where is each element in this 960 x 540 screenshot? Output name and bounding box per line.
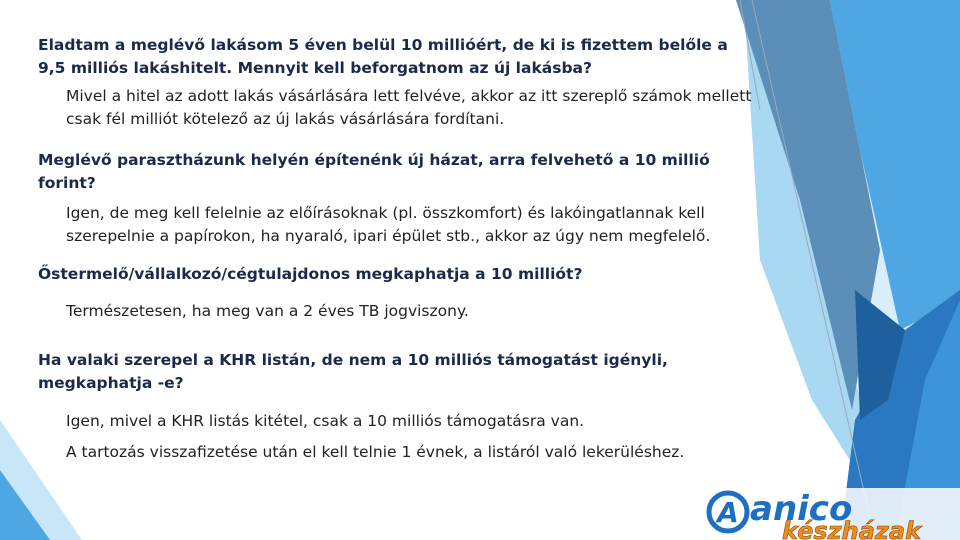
faq-answer-4b: A tartozás visszafizetése után el kell telnie 1 évnek, a listáról való lekerüléshez.	[66, 443, 685, 461]
svg-text:A: A	[717, 496, 739, 529]
faq-answer-3: Természetesen, ha meg van a 2 éves TB jogviszony.	[66, 302, 469, 320]
faq-question-1: Eladtam a meglévő lakásom 5 éven belül 10 millióért, de ki is fizettem belőle a 9,5 milliós lakáshitelt. Mennyit kell beforgatnom az új lakásba?	[38, 36, 728, 77]
faq-answer-4a: Igen, mivel a KHR listás kitétel, csak a 10 milliós támogatásra van.	[66, 412, 585, 430]
faq-answer-2: Igen, de meg kell felelnie az előírásoknak (pl. összkomfort) és lakóingatlannak kell szerepelnie a papírokon, ha nyaraló, ipari épület stb., akkor az úgy nem megfelelő.	[66, 204, 711, 245]
anico-logo	[700, 488, 960, 540]
faq-answer-1: Mivel a hitel az adott lakás vásárlására lett felvéve, akkor az itt szereplő számok mellett csak fél milliót kötelező az új lakás vásárlására fordítani.	[66, 87, 752, 128]
faq-question-3: Őstermelő/vállalkozó/cégtulajdonos megkaphatja a 10 milliót?	[38, 265, 583, 283]
anico-logo-brand: anico	[750, 489, 853, 529]
anico-logo-tagline: készházak	[782, 517, 922, 540]
faq-question-2: Meglévő parasztházunk helyén építenénk új házat, arra felvehető a 10 millió forint?	[38, 151, 710, 192]
faq-question-4: Ha valaki szerepel a KHR listán, de nem a 10 milliós támogatást igényli, megkaphatja -e?	[38, 351, 668, 392]
